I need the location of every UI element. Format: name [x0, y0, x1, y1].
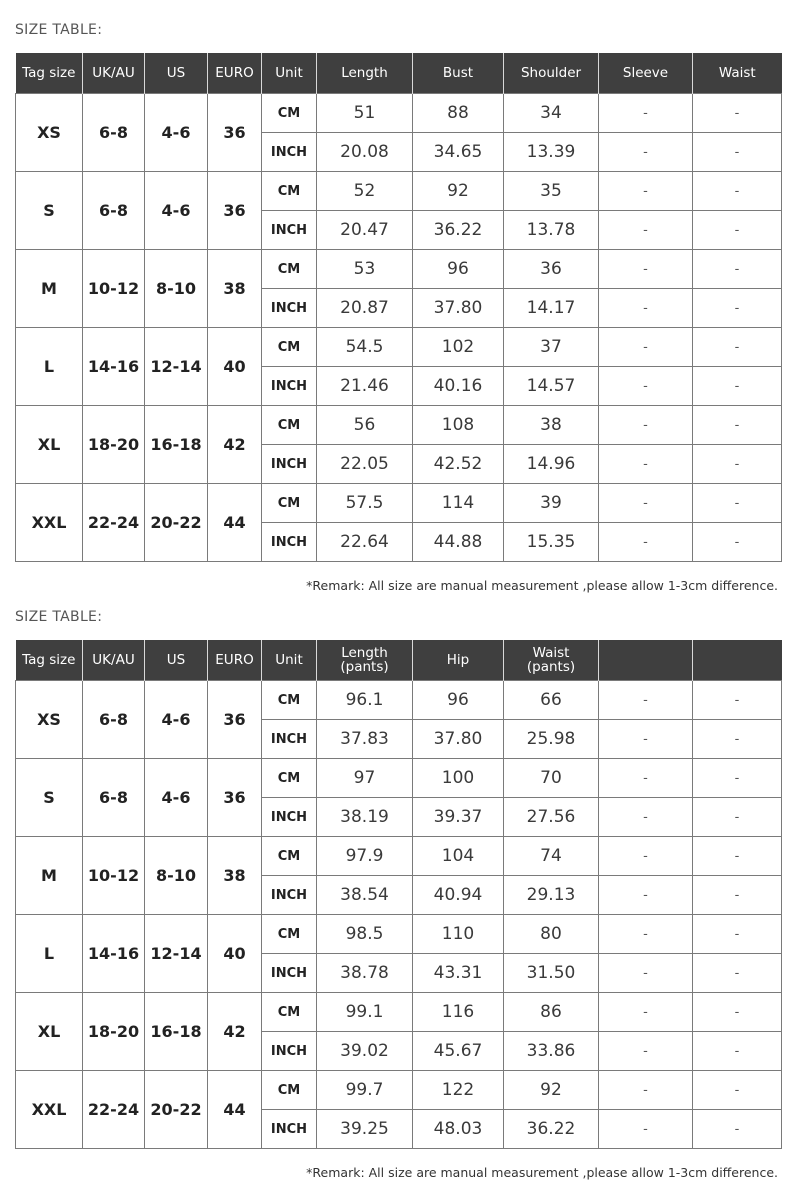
tag-size-cell: XL: [16, 406, 83, 484]
measurement-cell: 36.22: [504, 1110, 599, 1149]
uk-au-cell: 22-24: [83, 1071, 145, 1149]
measurement-cell: 39.02: [317, 1032, 413, 1071]
unit-cell: INCH: [262, 133, 317, 172]
column-header: US: [145, 53, 208, 94]
measurement-cell: 13.78: [504, 211, 599, 250]
measurement-cell: 20.47: [317, 211, 413, 250]
column-header: Bust: [413, 53, 504, 94]
table-row: [16, 759, 782, 798]
measurement-cell: -: [599, 1071, 693, 1110]
measurement-cell: 70: [504, 759, 599, 798]
column-header: Waist: [693, 53, 782, 94]
measurement-cell: -: [599, 328, 693, 367]
measurement-cell: -: [693, 720, 782, 759]
measurement-cell: 38.54: [317, 876, 413, 915]
us-size-cell: 16-18: [145, 406, 208, 484]
measurement-cell: -: [693, 172, 782, 211]
measurement-cell: -: [693, 876, 782, 915]
euro-size-cell: 42: [208, 406, 262, 484]
euro-size-cell: 40: [208, 915, 262, 993]
unit-cell: CM: [262, 993, 317, 1032]
column-header: [693, 640, 782, 681]
measurement-cell: -: [693, 837, 782, 876]
tag-size-cell: XL: [16, 993, 83, 1071]
measurement-cell: -: [693, 367, 782, 406]
table-row: [16, 328, 782, 367]
unit-cell: CM: [262, 172, 317, 211]
column-header-line: (pants): [340, 659, 389, 675]
measurement-cell: 56: [317, 406, 413, 445]
measurement-cell: 37.80: [413, 720, 504, 759]
measurement-cell: -: [693, 133, 782, 172]
us-size-cell: 20-22: [145, 1071, 208, 1149]
measurement-cell: 54.5: [317, 328, 413, 367]
top-size-table: [15, 53, 782, 562]
measurement-cell: -: [693, 94, 782, 133]
unit-cell: INCH: [262, 1032, 317, 1071]
measurement-cell: -: [693, 915, 782, 954]
measurement-cell: 99.1: [317, 993, 413, 1032]
tag-size-cell: M: [16, 250, 83, 328]
measurement-cell: 13.39: [504, 133, 599, 172]
uk-au-cell: 6-8: [83, 681, 145, 759]
column-header: EURO: [208, 53, 262, 94]
measurement-cell: 51: [317, 94, 413, 133]
uk-au-cell: 6-8: [83, 759, 145, 837]
euro-size-cell: 38: [208, 250, 262, 328]
column-header: UK/AU: [83, 640, 145, 681]
measurement-cell: 108: [413, 406, 504, 445]
measurement-cell: -: [599, 798, 693, 837]
measurement-cell: -: [599, 993, 693, 1032]
measurement-cell: 14.57: [504, 367, 599, 406]
unit-cell: CM: [262, 250, 317, 289]
measurement-cell: -: [693, 445, 782, 484]
column-header: Tag size: [16, 53, 83, 94]
measurement-cell: 44.88: [413, 523, 504, 562]
column-header: US: [145, 640, 208, 681]
measurement-cell: -: [693, 484, 782, 523]
measurement-cell: 36: [504, 250, 599, 289]
unit-cell: INCH: [262, 445, 317, 484]
unit-cell: INCH: [262, 798, 317, 837]
table-row: [16, 837, 782, 876]
euro-size-cell: 38: [208, 837, 262, 915]
column-header: [504, 640, 599, 681]
us-size-cell: 4-6: [145, 94, 208, 172]
measurement-cell: 114: [413, 484, 504, 523]
measurement-cell: -: [599, 954, 693, 993]
measurement-cell: 110: [413, 915, 504, 954]
table-row: [16, 406, 782, 445]
bottom-remark: *Remark: All size are manual measurement ,please allow 1-3cm difference.: [306, 1165, 778, 1180]
measurement-cell: 37: [504, 328, 599, 367]
measurement-cell: -: [693, 523, 782, 562]
tag-size-cell: L: [16, 915, 83, 993]
measurement-cell: 96: [413, 681, 504, 720]
measurement-cell: 98.5: [317, 915, 413, 954]
measurement-cell: -: [599, 172, 693, 211]
measurement-cell: -: [599, 876, 693, 915]
measurement-cell: -: [693, 798, 782, 837]
euro-size-cell: 44: [208, 1071, 262, 1149]
measurement-cell: -: [693, 1032, 782, 1071]
measurement-cell: 39: [504, 484, 599, 523]
euro-size-cell: 36: [208, 94, 262, 172]
us-size-cell: 4-6: [145, 759, 208, 837]
tag-size-cell: S: [16, 759, 83, 837]
table-row: [16, 993, 782, 1032]
measurement-cell: 97.9: [317, 837, 413, 876]
column-header: Shoulder: [504, 53, 599, 94]
us-size-cell: 20-22: [145, 484, 208, 562]
column-header: Length: [317, 53, 413, 94]
top-remark: *Remark: All size are manual measurement ,please allow 1-3cm difference.: [306, 578, 778, 593]
measurement-cell: 29.13: [504, 876, 599, 915]
tag-size-cell: XS: [16, 681, 83, 759]
measurement-cell: 36.22: [413, 211, 504, 250]
measurement-cell: 38.78: [317, 954, 413, 993]
unit-cell: INCH: [262, 876, 317, 915]
measurement-cell: -: [599, 837, 693, 876]
measurement-cell: 21.46: [317, 367, 413, 406]
measurement-cell: -: [599, 211, 693, 250]
tag-size-cell: L: [16, 328, 83, 406]
measurement-cell: 52: [317, 172, 413, 211]
measurement-cell: 53: [317, 250, 413, 289]
euro-size-cell: 36: [208, 681, 262, 759]
uk-au-cell: 6-8: [83, 172, 145, 250]
uk-au-cell: 14-16: [83, 328, 145, 406]
us-size-cell: 16-18: [145, 993, 208, 1071]
column-header: Sleeve: [599, 53, 693, 94]
measurement-cell: 45.67: [413, 1032, 504, 1071]
table-row: [16, 1071, 782, 1110]
measurement-cell: 20.87: [317, 289, 413, 328]
column-header: Hip: [413, 640, 504, 681]
tag-size-cell: XXL: [16, 484, 83, 562]
measurement-cell: 38: [504, 406, 599, 445]
uk-au-cell: 10-12: [83, 250, 145, 328]
unit-cell: INCH: [262, 954, 317, 993]
measurement-cell: 22.05: [317, 445, 413, 484]
measurement-cell: 80: [504, 915, 599, 954]
measurement-cell: 31.50: [504, 954, 599, 993]
measurement-cell: -: [693, 289, 782, 328]
measurement-cell: 88: [413, 94, 504, 133]
column-header: [317, 640, 413, 681]
table-header-row: [16, 53, 782, 94]
measurement-cell: 34.65: [413, 133, 504, 172]
uk-au-cell: 18-20: [83, 406, 145, 484]
measurement-cell: -: [599, 133, 693, 172]
measurement-cell: 99.7: [317, 1071, 413, 1110]
measurement-cell: -: [599, 915, 693, 954]
unit-cell: INCH: [262, 523, 317, 562]
top-section-title: SIZE TABLE:: [15, 22, 103, 38]
bottom-size-table: [15, 640, 782, 1149]
unit-cell: CM: [262, 837, 317, 876]
measurement-cell: -: [693, 406, 782, 445]
column-header: UK/AU: [83, 53, 145, 94]
measurement-cell: -: [599, 445, 693, 484]
measurement-cell: -: [599, 523, 693, 562]
unit-cell: CM: [262, 484, 317, 523]
measurement-cell: -: [599, 289, 693, 328]
measurement-cell: -: [599, 406, 693, 445]
us-size-cell: 8-10: [145, 837, 208, 915]
measurement-cell: 74: [504, 837, 599, 876]
unit-cell: INCH: [262, 367, 317, 406]
measurement-cell: 43.31: [413, 954, 504, 993]
measurement-cell: 86: [504, 993, 599, 1032]
us-size-cell: 8-10: [145, 250, 208, 328]
measurement-cell: 48.03: [413, 1110, 504, 1149]
euro-size-cell: 36: [208, 172, 262, 250]
table-row: [16, 484, 782, 523]
column-header: Unit: [262, 640, 317, 681]
column-header: [599, 640, 693, 681]
unit-cell: INCH: [262, 720, 317, 759]
measurement-cell: -: [599, 681, 693, 720]
unit-cell: CM: [262, 328, 317, 367]
measurement-cell: 39.37: [413, 798, 504, 837]
measurement-cell: 37.80: [413, 289, 504, 328]
measurement-cell: -: [693, 759, 782, 798]
measurement-cell: 102: [413, 328, 504, 367]
measurement-cell: -: [693, 993, 782, 1032]
us-size-cell: 4-6: [145, 681, 208, 759]
column-header: Unit: [262, 53, 317, 94]
uk-au-cell: 10-12: [83, 837, 145, 915]
column-header-line: Length: [341, 645, 388, 661]
measurement-cell: 104: [413, 837, 504, 876]
euro-size-cell: 36: [208, 759, 262, 837]
measurement-cell: -: [599, 759, 693, 798]
measurement-cell: 97: [317, 759, 413, 798]
measurement-cell: 15.35: [504, 523, 599, 562]
measurement-cell: 116: [413, 993, 504, 1032]
unit-cell: CM: [262, 1071, 317, 1110]
measurement-cell: -: [599, 94, 693, 133]
measurement-cell: -: [693, 681, 782, 720]
measurement-cell: 92: [413, 172, 504, 211]
measurement-cell: -: [599, 250, 693, 289]
unit-cell: CM: [262, 759, 317, 798]
table-row: [16, 94, 782, 133]
unit-cell: CM: [262, 406, 317, 445]
measurement-cell: 34: [504, 94, 599, 133]
uk-au-cell: 22-24: [83, 484, 145, 562]
unit-cell: INCH: [262, 289, 317, 328]
measurement-cell: 37.83: [317, 720, 413, 759]
unit-cell: CM: [262, 94, 317, 133]
measurement-cell: 122: [413, 1071, 504, 1110]
measurement-cell: -: [693, 1110, 782, 1149]
table-header-row: [16, 640, 782, 681]
tag-size-cell: XXL: [16, 1071, 83, 1149]
measurement-cell: 57.5: [317, 484, 413, 523]
us-size-cell: 4-6: [145, 172, 208, 250]
us-size-cell: 12-14: [145, 915, 208, 993]
euro-size-cell: 40: [208, 328, 262, 406]
euro-size-cell: 42: [208, 993, 262, 1071]
measurement-cell: -: [693, 328, 782, 367]
unit-cell: CM: [262, 681, 317, 720]
tag-size-cell: XS: [16, 94, 83, 172]
measurement-cell: 96: [413, 250, 504, 289]
measurement-cell: 40.94: [413, 876, 504, 915]
measurement-cell: 42.52: [413, 445, 504, 484]
measurement-cell: 22.64: [317, 523, 413, 562]
tag-size-cell: S: [16, 172, 83, 250]
measurement-cell: 39.25: [317, 1110, 413, 1149]
measurement-cell: 40.16: [413, 367, 504, 406]
measurement-cell: 25.98: [504, 720, 599, 759]
measurement-cell: 100: [413, 759, 504, 798]
measurement-cell: 38.19: [317, 798, 413, 837]
unit-cell: CM: [262, 915, 317, 954]
bottom-section-title: SIZE TABLE:: [15, 609, 103, 625]
measurement-cell: -: [693, 1071, 782, 1110]
measurement-cell: -: [599, 720, 693, 759]
measurement-cell: -: [599, 1110, 693, 1149]
uk-au-cell: 18-20: [83, 993, 145, 1071]
measurement-cell: 96.1: [317, 681, 413, 720]
euro-size-cell: 44: [208, 484, 262, 562]
measurement-cell: -: [693, 211, 782, 250]
measurement-cell: 20.08: [317, 133, 413, 172]
us-size-cell: 12-14: [145, 328, 208, 406]
column-header: Tag size: [16, 640, 83, 681]
table-row: [16, 681, 782, 720]
column-header-line: (pants): [526, 659, 576, 675]
table-row: [16, 172, 782, 211]
unit-cell: INCH: [262, 1110, 317, 1149]
unit-cell: INCH: [262, 211, 317, 250]
uk-au-cell: 6-8: [83, 94, 145, 172]
column-header: EURO: [208, 640, 262, 681]
measurement-cell: -: [693, 250, 782, 289]
measurement-cell: -: [599, 367, 693, 406]
measurement-cell: 33.86: [504, 1032, 599, 1071]
uk-au-cell: 14-16: [83, 915, 145, 993]
measurement-cell: 27.56: [504, 798, 599, 837]
measurement-cell: 66: [504, 681, 599, 720]
tag-size-cell: M: [16, 837, 83, 915]
measurement-cell: -: [693, 954, 782, 993]
measurement-cell: -: [599, 1032, 693, 1071]
measurement-cell: 92: [504, 1071, 599, 1110]
measurement-cell: 35: [504, 172, 599, 211]
table-row: [16, 250, 782, 289]
measurement-cell: 14.96: [504, 445, 599, 484]
table-row: [16, 915, 782, 954]
measurement-cell: -: [599, 484, 693, 523]
measurement-cell: 14.17: [504, 289, 599, 328]
column-header-line: Waist: [532, 645, 570, 661]
